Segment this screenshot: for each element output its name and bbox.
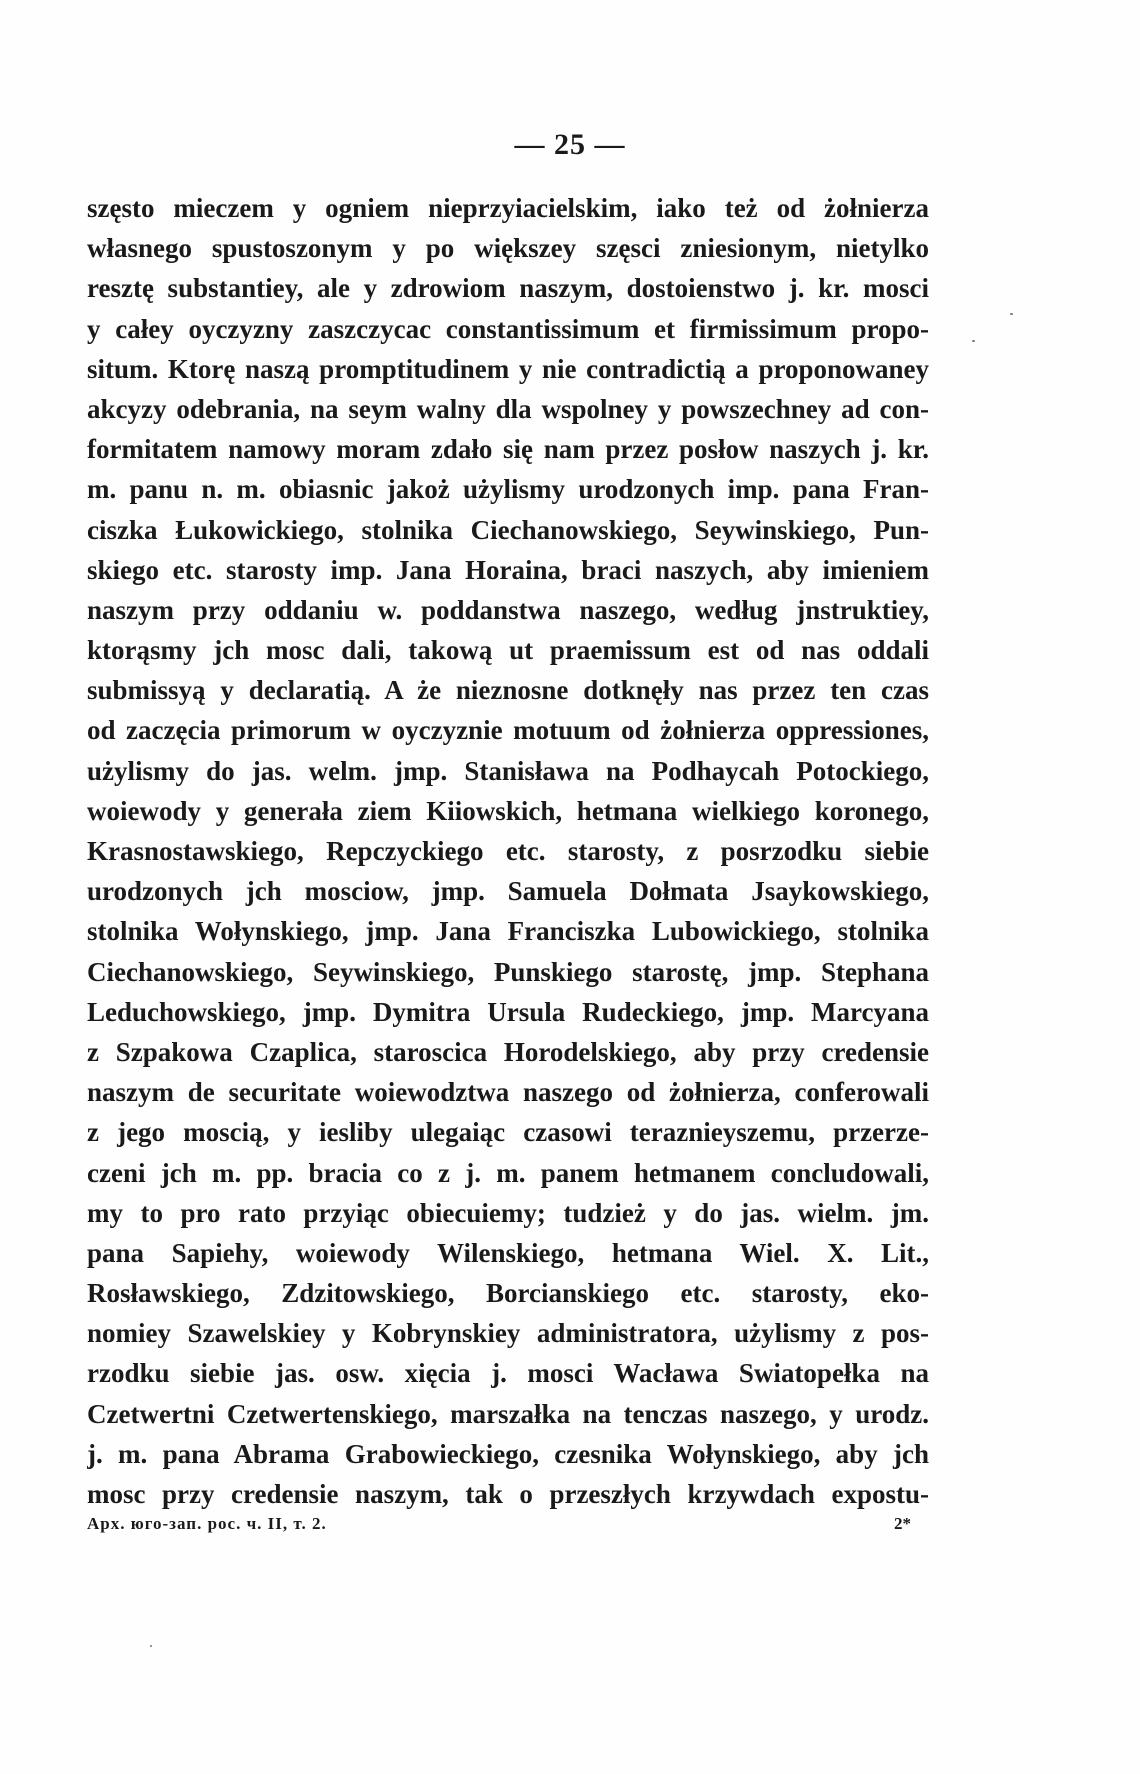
text-line: nomiey Szawelskiey y Kobrynskiey administratora, użylismy z pos- (87, 1318, 929, 1349)
text-line: z jego moscią, y iesliby ulegaiąc czasowi teraznieyszemu, przerze- (87, 1117, 929, 1148)
text-line: akcyzy odebrania, na seym walny dla wspolney y powszechney ad con- (87, 393, 929, 424)
text-line: my to pro rato przyiąc obiecuiemy; tudzież y do jas. wielm. jm. (87, 1197, 929, 1228)
body-text (87, 188, 929, 1514)
text-line: urodzonych jch mosciow, jmp. Samuela Dołmata Jsaykowskiego, (87, 876, 929, 907)
footer-sheet-mark: 2* (894, 1514, 911, 1533)
text-line: woiewody y generała ziem Kiiowskich, hetmana wielkiego koronego, (87, 795, 929, 826)
text-line: stolnika Wołynskiego, jmp. Jana Franciszka Lubowickiego, stolnika (87, 916, 929, 947)
text-line: situm. Ktorę naszą promptitudinem y nie contradictią a proponowaney (87, 353, 929, 384)
text-line: j. m. pana Abrama Grabowieckiego, czesnika Wołynskiego, aby jch (87, 1438, 929, 1469)
text-line: rzodku siebie jas. osw. xięcia j. mosci Wacława Swiatopełka na (87, 1358, 929, 1389)
text-line: Czetwertni Czetwertenskiego, marszałka na tenczas naszego, y urodz. (87, 1398, 929, 1429)
text-line: formitatem namowy moram zdało się nam przez posłow naszych j. kr. (87, 434, 929, 465)
text-line: ciszka Łukowickiego, stolnika Ciechanowskiego, Seywinskiego, Pun- (87, 514, 929, 545)
text-line: naszym de securitate woiewodztwa naszego od żołnierza, conferowali (87, 1077, 929, 1108)
text-line: m. panu n. m. obiasnic jakoż użylismy urodzonych imp. pana Fran- (87, 474, 929, 505)
text-line: użylismy do jas. welm. jmp. Stanisława na Podhaycah Potockiego, (87, 755, 929, 786)
text-line: Krasnostawskiego, Repczyckiego etc. starosty, z posrzodku siebie (87, 836, 929, 866)
text-line: Ciechanowskiego, Seywinskiego, Punskiego starostę, jmp. Stephana (87, 956, 929, 987)
print-speck (1010, 313, 1013, 315)
print-speck (972, 340, 975, 342)
text-line: pana Sapiehy, woiewody Wilenskiego, hetmana Wiel. X. Lit., (87, 1237, 929, 1268)
text-line: naszym przy oddaniu w. poddanstwa naszego, według jnstruktiey, (87, 594, 929, 625)
text-line: Rosławskiego, Zdzitowskiego, Borcianskiego etc. starosty, eko- (87, 1278, 929, 1309)
page-number: — 25 — (514, 128, 626, 161)
text-line: czeni jch m. pp. bracia co z j. m. panem hetmanem concludowali, (87, 1157, 929, 1188)
page-footer (87, 1514, 929, 1540)
text-line: resztę substantiey, ale y zdrowiom naszym, dostoienstwo j. kr. mosci (87, 273, 929, 304)
text-line: ktorąsmy jch mosc dali, takową ut praemissum est od nas oddali (87, 635, 929, 666)
text-line: z Szpakowa Czaplica, staroscica Horodelskiego, aby przy credensie (87, 1036, 929, 1067)
text-line: Leduchowskiego, jmp. Dymitra Ursula Rudeckiego, jmp. Marcyana (87, 996, 929, 1027)
print-speck (150, 1645, 152, 1647)
text-line: własnego spustoszonym y po większey szęsci zniesionym, nietylko (87, 233, 929, 264)
text-line: skiego etc. starosty imp. Jana Horaina, braci naszych, aby imieniem (87, 554, 929, 585)
text-line: submissyą y declaratią. A że nieznosne dotknęły nas przez ten czas (87, 675, 929, 706)
text-line: szęsto mieczem y ogniem nieprzyiacielskim, iako też od żołnierza (87, 193, 929, 223)
text-line: mosc przy credensie naszym, tak o przeszłych krzywdach expostu- (87, 1479, 929, 1509)
text-line: od zaczęcia primorum w oyczyznie motuum od żołnierza oppressiones, (87, 715, 929, 746)
footer-signature: Арх. юго-зап. рос. ч. II, т. 2. (87, 1514, 327, 1533)
text-line: y całey oyczyzny zaszczycac constantissimum et firmissimum propo- (87, 313, 929, 344)
